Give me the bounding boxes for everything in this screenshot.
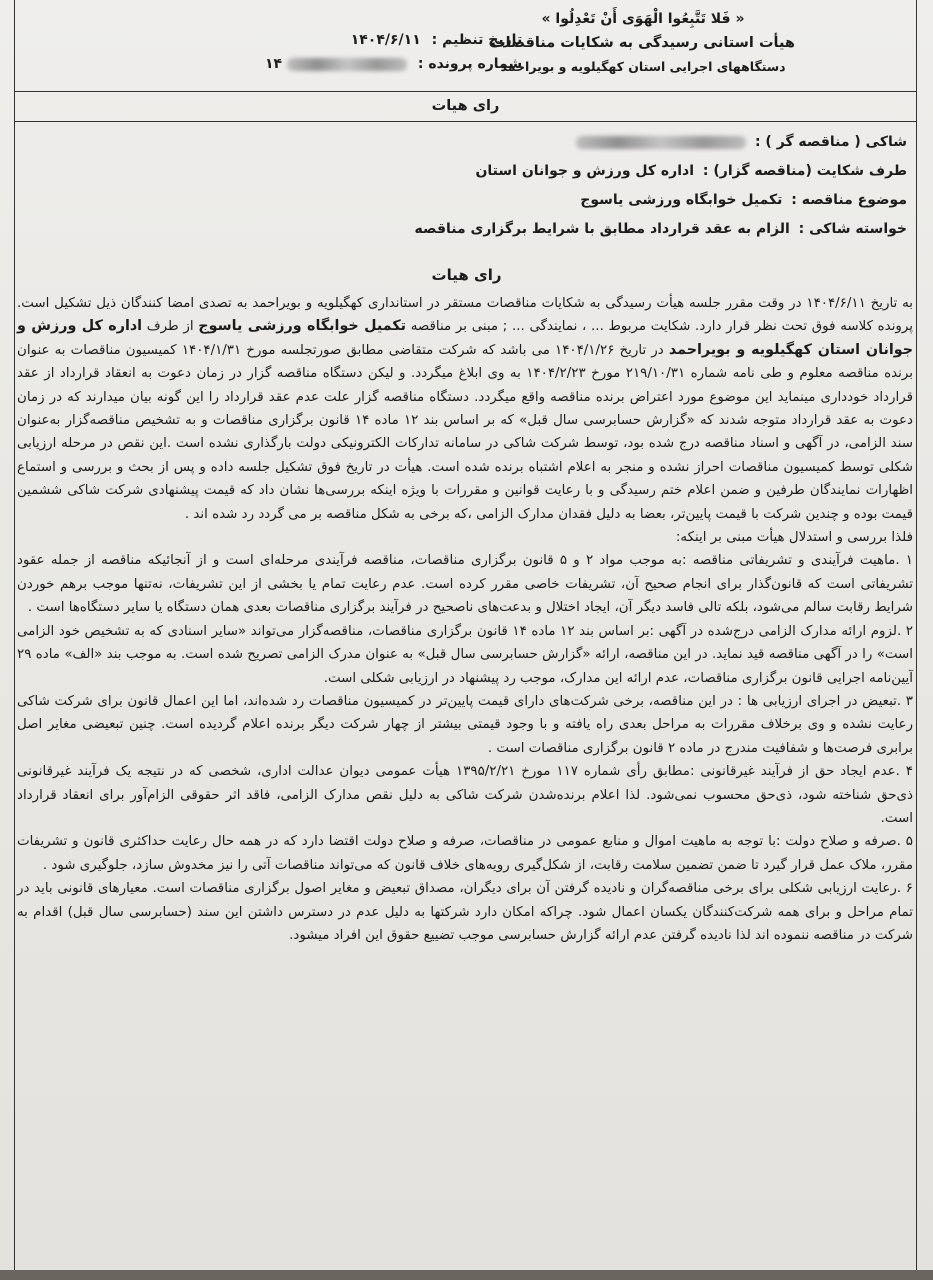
paragraph-point-4: ۴ .عدم ایجاد حق از فرآیند غیرقانونی :مطابق رأی شماره ۱۱۷ مورخ ۱۳۹۵/۲/۲۱ هیأت عمومی دیوان عدالت اداری، شخصی که در نتیجه یک فرآیند غیرقانونی ذی‌حق شناخته شود، ذی‌حق محسوب نمی‌شود. لذا اعلام برنده‌شدن شرکت شاکی به دلیل نقص مدارک الزامی، فاقد اثر حقوقی الزام‌آور برای انعقاد قرارداد است.	[17, 764, 913, 826]
request-value: الزام به عقد قرارداد مطابق با شرایط برگزاری مناقصه	[414, 221, 790, 237]
file-number-label: شماره پرونده :	[417, 56, 523, 72]
connector-text: از طرف	[142, 319, 199, 335]
request-label: خواسته شاکی :	[798, 221, 907, 237]
paragraph-reasoning-header: فلذا بررسی و استدلال هیأت مبنی بر اینکه:	[675, 530, 913, 546]
letterhead	[14, 0, 917, 92]
respondent-value: اداره کل ورزش و جوانان استان	[475, 163, 695, 179]
paragraph-point-2: ۲ .لزوم ارائه مدارک الزامی درج‌شده در آگهی :بر اساس بند ۱۲ ماده ۱۴ قانون برگزاری مناقصات، مناقصه‌گزار می‌تواند «سایر اسنادی که به تشخیص خود الزامی است» را در آگهی مناقصه قید نماید. در این مناقصه، ارائه «گزارش حسابرسی سال قبل» به عنوان مدرک الزامی تصریح شده است. به موجب بند «الف» ماده ۲۹ آیین‌نامه اجرایی قانون برگزاری مناقصات، عدم ارائه این مدارک، موجب رد پیشنهاد در ارزیابی شکلی است.	[17, 623, 913, 686]
date-row	[265, 28, 522, 52]
organization-name: هیأت استانی رسیدگی به شکایات مناقصات	[491, 35, 795, 51]
file-number-row	[265, 52, 522, 76]
request-row	[27, 215, 907, 244]
complainant-row	[27, 128, 907, 157]
redacted-complainant	[576, 136, 746, 149]
subject-value: تکمیل خوابگاه ورزشی یاسوج	[580, 192, 783, 208]
paragraph-point-3: ۳ .تبعیض در اجرای ارزیابی ها : در این مناقصه، برخی شرکت‌های دارای قیمت پایین‌تر در کمیسیون مناقصات رد شده‌اند، اما این اعمال قانون برای شرکت شاکی رعایت نشده و وی برخلاف مقررات به مراحل بعدی راه یافته و با وجود قیمتی بیشتر از چهار شرکت دیگر برنده اعلام گردیده است. چنین تبعیضی مغایر اصل برابری فرصت‌ها و شفافیت مندرج در ماده ۲ قانون برگزاری مناقصات است .	[17, 693, 913, 756]
paragraph-point-5: ۵ .صرفه و صلاح دولت :با توجه به ماهیت اموال و منابع عمومی در مناقصات، صرفه و صلاح دولت اقتضا دارد که در همه حال رعایت حداکثری قانون و تشریفات مقرر، ملاک عمل قرار گیرد تا ضمن تضمین سلامت رقابت، از شکل‌گیری رویه‌های خلاف قانون که می‌تواند مناقصات آتی را نیز مخدوش سازد، جلوگیری شود .	[17, 834, 913, 873]
complainant-label: شاکی ( مناقصه گر ) :	[754, 134, 907, 150]
date-value: ۱۴۰۴/۶/۱۱	[350, 32, 421, 48]
date-label: تاریخ تنظیم :	[431, 32, 523, 48]
tender-subject: تکمیل خوابگاه ورزشی یاسوج	[198, 318, 406, 335]
subject-row	[27, 186, 907, 215]
paragraph-point-6: ۶ .رعایت ارزیابی شکلی برای برخی مناقصه‌گران و نادیده گرفتن آن برای دیگران، مصداق تبعیض و مغایر اصول برگزاری مناقصات است. معیارهای قانونی باید در تمام مراحل و برای همه شرکت‌کنندگان یکسان اعمال شود. چراکه امکان دارد شرکتها به دلیل عدم در دسترس داشتن این سند (حسابرسی سال قبل) اقدام به شرکت در مناقصه ننموده اند لذا نادیده گرفتن عدم ارائه گزارش حسابرسی موجب تضییع حقوق این افراد میشود.	[17, 881, 913, 943]
photo-edge	[0, 1270, 933, 1280]
paragraph-intro	[17, 292, 913, 526]
file-number-suffix: ۱۴	[265, 56, 283, 72]
subject-label: موضوع مناقصه :	[791, 192, 907, 208]
case-parties	[27, 128, 907, 244]
organization-block	[478, 8, 808, 78]
respondent-label: طرف شکایت (مناقصه گزار) :	[702, 163, 907, 179]
intro-text: به تاریخ ۱۴۰۴/۶/۱۱ در وقت مقرر جلسه هیأت رسیدگی به شکایات مناقصات مستقر در استانداری کهگیلویه و بویراحمد به تصدی امضا کنندگان ذیل تشکیل است. پرونده کلاسه فوق تحت نظر قرار دارد. شکایت مربوط ... ، نمایندگی ... ; مبنی بر مناقصه	[17, 296, 914, 335]
ruling-text	[17, 292, 913, 947]
section-title: رای هیات	[431, 266, 502, 284]
intro-rest: در تاریخ ۱۴۰۴/۱/۲۶ می باشد که شرکت متقاضی مطابق صورتجلسه مورخ ۱۴۰۴/۱/۳۱ کمیسیون مناقصات به عنوان برنده مناقصه معلوم و طی نامه شماره ۲۱۹/۱۰/۳۱ مورخ ۱۴۰۴/۲/۲۳ به وی ابلاغ میگردد. و لیکن دستگاه مناقصه گزار در زمان دعوت به انعقاد قرارداد از عقد قرارداد خودداری مینماید این موضوع مورد اعتراض برنده مناقصه واقع میگردد. دستگاه مناقصه گزار علت عدم عقد قرارداد را این گونه بیان میدارند که در زمان دعوت به عقد قرارداد متوجه شدند که «گزارش حسابرسی سال قبل» که بر اساس بند ۱۲ ماده ۱۴ قانون برگزاری مناقصات و به تشخیص مناقصه‌گزار به‌عنوان سند الزامی، در آگهی و اسناد مناقصه درج شده بود، توسط شرکت شاکی در سامانه تدارکات الکترونیکی دولت بارگذاری نشده است .این نقص در مرحله ارزیابی شکلی توسط کمیسیون مناقصات احراز نشده و منجر به اعلام اشتباه برنده شده است. هیأت در تاریخ فوق تشکیل جلسه داده و پس از بحث و بررسی و استماع اظهارات نمایندگان طرفین و ضمن اعلام ختم رسیدگی و با رعایت قوانین و مقررات با ویژه اینکه بررسی‌ها نشان داد که قیمت پیشنهادی شرکت شاکی ششمین قیمت بوده و چندین شرکت با قیمت پایین‌تر، بعضا به دلیل فقدان مدارک الزامی ،که برخی به شکل مناقصه بر می گردد رد شده اند .	[17, 342, 914, 522]
quran-verse: « فَلا تَتَّبِعُوا الْهَوَى أَنْ تَعْدِلُوا »	[541, 11, 745, 27]
respondent-row	[27, 157, 907, 186]
organization-subtitle: دستگاههای اجرایی استان کهگیلویه و بویراحمد	[500, 59, 786, 74]
paragraph-point-1: ۱ .ماهیت فرآیندی و تشریفاتی مناقصه :به موجب مواد ۲ و ۵ قانون برگزاری مناقصات، مناقصه فرآیندی مرحله‌ای است و از آنجائیکه مناقصه از جمله عقود تشریفاتی است که قانون‌گذار برای انجام صحیح آن، تشریفات خاصی مقرر کرده است. عدم رعایت تمام یا بخشی از این تشریفات، نه‌تنها موجب برهم خوردن شرایط رقابت سالم می‌شود، بلکه تالی فاسد دیگر آن، ایجاد اختلال و بدعت‌های ناصحیح در فرآیند برگزاری مناقصات بعدی همان دستگاه یا سایر دستگاه‌ها است .	[17, 553, 913, 616]
tender-organizer: اداره کل ورزش و جوانان استان کهگیلویه و بویراحمد	[17, 318, 914, 358]
document-meta	[265, 28, 522, 76]
page-title: رای هیات	[14, 92, 917, 122]
redacted-file-number	[287, 58, 407, 71]
